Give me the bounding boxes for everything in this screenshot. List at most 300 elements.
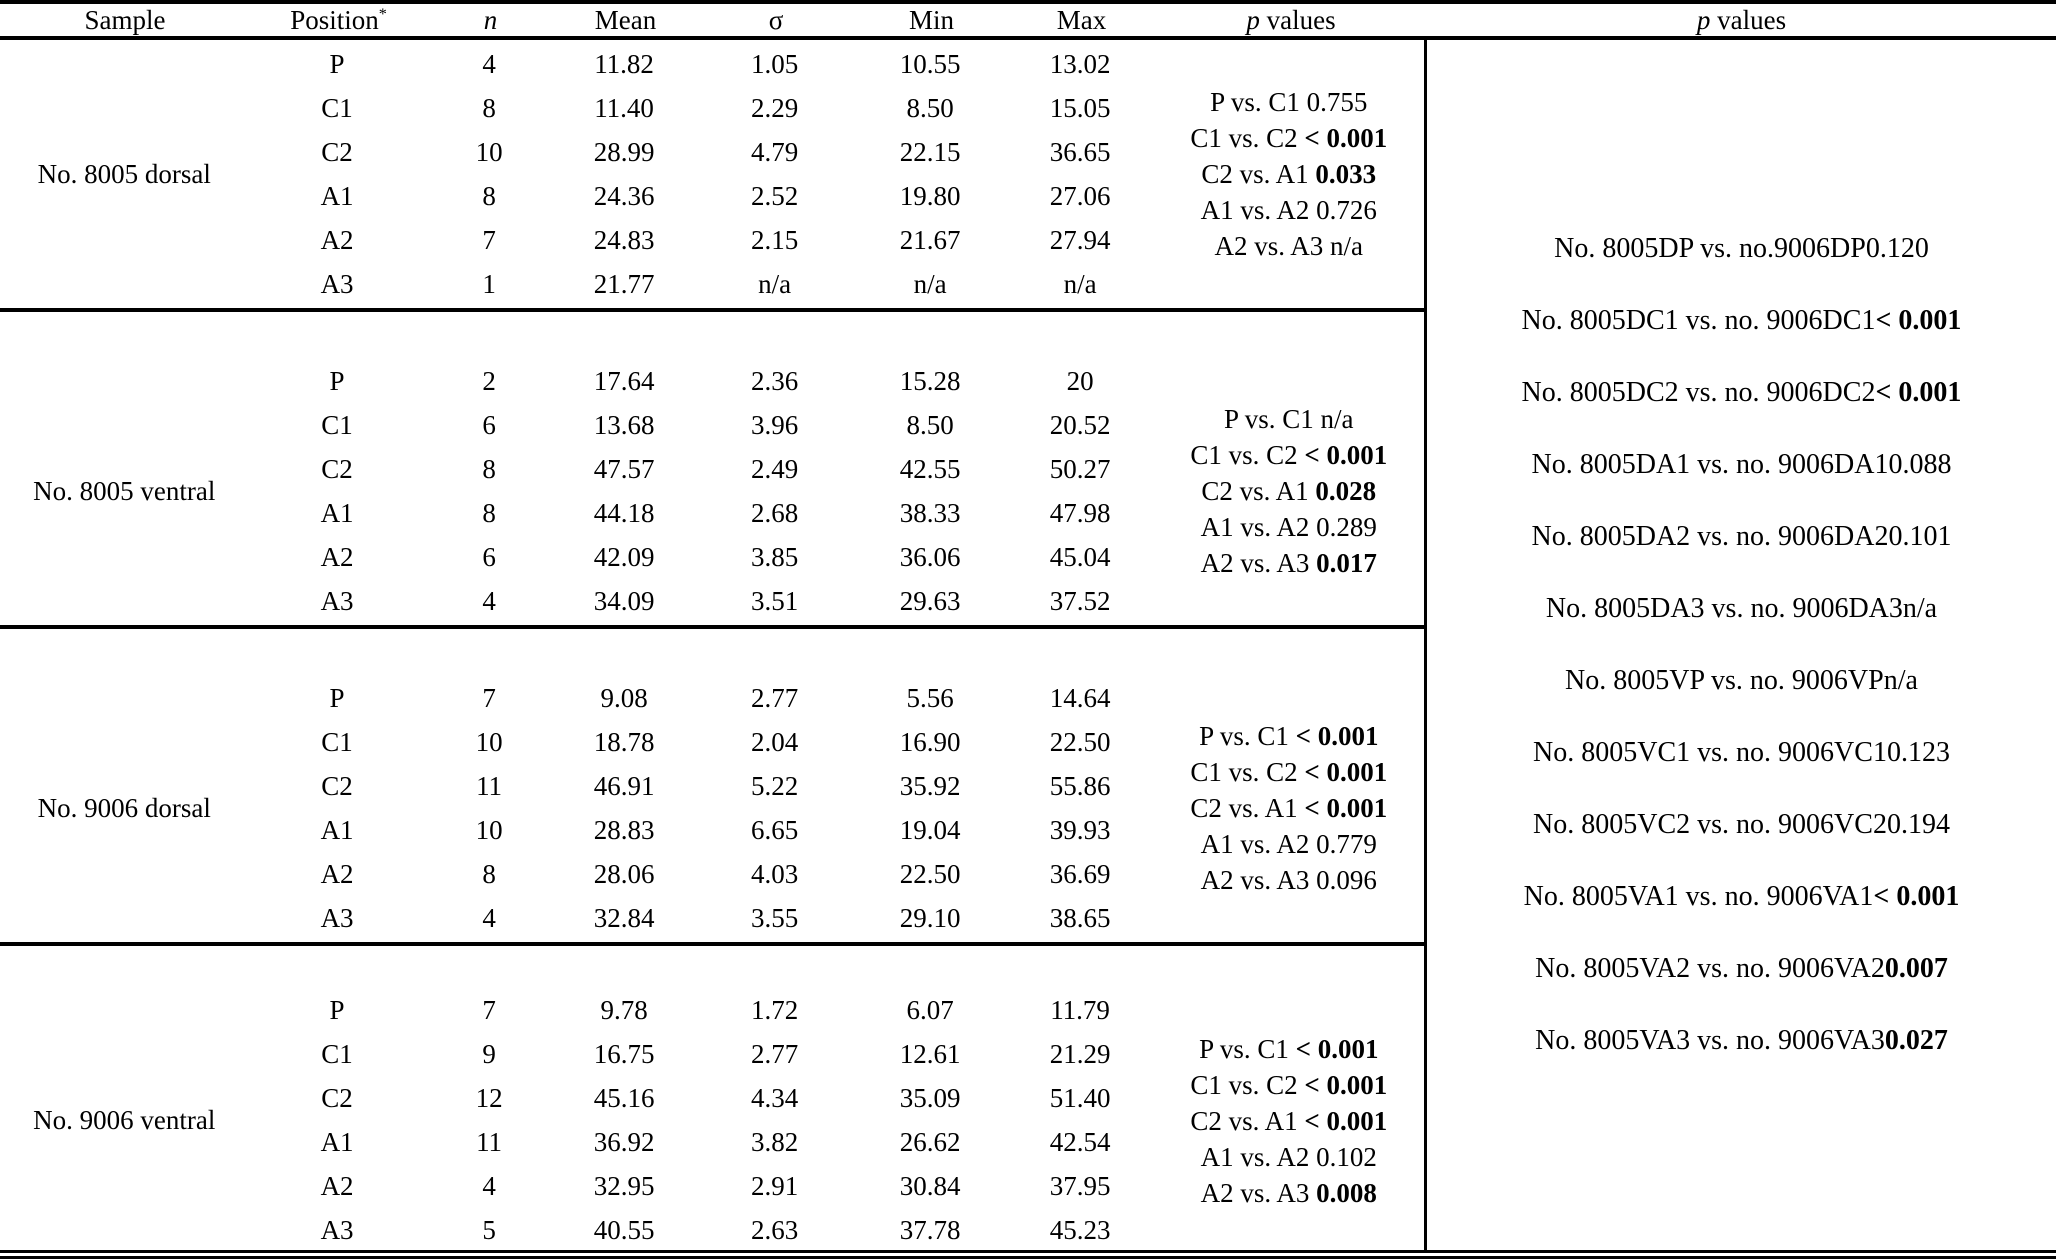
p-value-label: No. 8005DA1 vs. no. 9006DA1 xyxy=(1531,449,1889,480)
sigma-cell: 3.96 xyxy=(750,409,799,440)
pos-cell: A2 xyxy=(320,858,354,889)
n-cell: 6 xyxy=(482,541,496,572)
min-cell: 6.07 xyxy=(906,995,954,1025)
p-value-number: 0.123 xyxy=(1886,737,1950,768)
pos-cell: A2 xyxy=(320,1171,354,1201)
col-header-min: Min xyxy=(908,4,954,35)
min-cell: 16.90 xyxy=(899,726,961,757)
sigma-cell: 4.03 xyxy=(750,858,799,889)
min-cell: n/a xyxy=(913,268,947,299)
table-row xyxy=(249,720,1154,764)
table-row xyxy=(249,1033,1154,1077)
max-cell: 39.93 xyxy=(1049,814,1111,845)
p-value-label: C1 vs. C2 xyxy=(1190,1069,1298,1100)
p-value-number: 0.726 xyxy=(1316,195,1377,225)
p-value-number: < 0.001 xyxy=(1304,440,1388,470)
mean-cell: 11.82 xyxy=(594,48,654,79)
p-value-label: C1 vs. C2 xyxy=(1190,757,1298,787)
min-cell: 38.33 xyxy=(899,497,961,528)
p-symbol: p xyxy=(1246,4,1260,35)
min-cell: 36.06 xyxy=(899,541,961,572)
table-row xyxy=(249,130,1154,174)
between-sample-p-value-line xyxy=(1532,501,1952,573)
p-value-line xyxy=(1201,1175,1377,1211)
table-row xyxy=(249,262,1154,306)
position-footnote-asterisk: * xyxy=(378,4,387,23)
max-cell: 27.06 xyxy=(1049,180,1111,211)
p-value-label: C1 vs. C2 xyxy=(1190,440,1298,470)
sigma-cell: 5.22 xyxy=(750,770,799,801)
sigma-cell: 2.77 xyxy=(750,1039,799,1069)
n-cell: 10 xyxy=(475,814,503,845)
between-sample-p-value-line xyxy=(1522,357,1962,429)
p-value-number: 0.120 xyxy=(1865,233,1929,264)
p-value-number: 0.096 xyxy=(1316,865,1377,895)
pos-cell: C2 xyxy=(321,136,353,167)
n-cell: 2 xyxy=(482,365,496,396)
sigma-cell: 2.52 xyxy=(750,180,799,211)
sigma-cell: 1.72 xyxy=(750,995,799,1025)
sigma-cell: 3.51 xyxy=(750,585,799,616)
pos-cell: A2 xyxy=(320,541,354,572)
sigma-cell: 2.68 xyxy=(750,497,799,528)
p-value-line xyxy=(1199,1031,1378,1067)
sigma-cell: 2.29 xyxy=(750,92,799,123)
table-row xyxy=(249,535,1154,579)
p-value-number: < 0.001 xyxy=(1873,881,1960,912)
p-values-word: values xyxy=(1710,4,1787,35)
p-values-word: values xyxy=(1259,4,1336,35)
mean-cell: 18.78 xyxy=(593,726,655,757)
table-row xyxy=(249,1165,1154,1209)
max-cell: 14.64 xyxy=(1049,682,1111,713)
table-row xyxy=(249,491,1154,535)
table-row xyxy=(249,764,1154,808)
between-sample-p-value-line xyxy=(1554,213,1929,285)
n-cell: 11 xyxy=(476,770,503,801)
max-cell: 21.29 xyxy=(1049,1039,1111,1069)
p-value-line xyxy=(1190,437,1387,473)
n-cell: 4 xyxy=(482,902,496,933)
p-value-line xyxy=(1190,120,1387,156)
max-cell: 36.65 xyxy=(1049,136,1111,167)
sigma-cell: 2.36 xyxy=(750,365,799,396)
p-value-number: 0.007 xyxy=(1884,953,1948,984)
max-cell: 45.04 xyxy=(1049,541,1111,572)
mean-cell: 17.64 xyxy=(593,365,655,396)
p-value-number: 0.779 xyxy=(1316,829,1377,859)
table-row xyxy=(249,676,1154,720)
n-cell: 9 xyxy=(482,1039,496,1069)
p-value-line xyxy=(1190,754,1387,790)
p-value-label: A1 vs. A2 xyxy=(1200,829,1310,859)
table-header-row xyxy=(0,4,2056,40)
between-sample-p-value-line xyxy=(1533,789,1950,861)
p-value-line xyxy=(1201,826,1377,862)
p-value-line xyxy=(1210,84,1367,120)
n-cell: 8 xyxy=(482,92,496,123)
mean-cell: 40.55 xyxy=(593,1215,655,1245)
n-cell: 10 xyxy=(475,726,503,757)
p-value-label: C2 vs. A1 xyxy=(1190,793,1298,823)
pos-cell: A3 xyxy=(320,585,354,616)
table-body-left xyxy=(0,40,1427,1250)
table-row xyxy=(249,403,1154,447)
n-cell: 11 xyxy=(476,1127,503,1157)
data-rows xyxy=(249,42,1154,306)
col-header-n: n xyxy=(483,4,498,35)
min-cell: 35.92 xyxy=(899,770,961,801)
max-cell: 47.98 xyxy=(1049,497,1111,528)
p-value-line xyxy=(1201,156,1376,192)
col-header-pvalues-between xyxy=(1427,5,2056,36)
mean-cell: 9.78 xyxy=(600,995,648,1025)
mean-cell: 46.91 xyxy=(593,770,655,801)
mean-cell: 9.08 xyxy=(600,682,648,713)
n-cell: 10 xyxy=(475,136,503,167)
pos-cell: C2 xyxy=(321,453,353,484)
table-row xyxy=(249,42,1154,86)
table-row xyxy=(249,86,1154,130)
sigma-cell: n/a xyxy=(758,268,792,299)
table-row xyxy=(249,174,1154,218)
mean-cell: 32.84 xyxy=(593,902,655,933)
p-value-number: n/a xyxy=(1320,404,1354,434)
mean-cell: 42.09 xyxy=(593,541,655,572)
p-value-number: n/a xyxy=(1330,231,1364,261)
mean-cell: 21.77 xyxy=(593,268,655,299)
sigma-cell: 6.65 xyxy=(750,814,799,845)
within-sample-pvalues-cell xyxy=(1154,1031,1424,1211)
pos-cell: C1 xyxy=(321,409,353,440)
p-value-label: No. 8005VA1 vs. no. 9006VA1 xyxy=(1523,881,1874,912)
between-sample-p-value-line xyxy=(1535,933,1948,1005)
p-value-number: 0.033 xyxy=(1315,159,1377,189)
mean-cell: 45.16 xyxy=(593,1083,655,1113)
col-header-mean: Mean xyxy=(594,4,657,35)
pos-cell: A3 xyxy=(320,1215,354,1245)
mean-cell: 16.75 xyxy=(593,1039,655,1069)
p-value-number: < 0.001 xyxy=(1304,757,1388,787)
mean-cell: 44.18 xyxy=(593,497,655,528)
p-value-line xyxy=(1199,718,1378,754)
pos-cell: C1 xyxy=(321,1039,353,1069)
max-cell: 38.65 xyxy=(1049,902,1111,933)
min-cell: 26.62 xyxy=(899,1127,961,1157)
within-sample-pvalues-cell xyxy=(1154,84,1424,264)
table-row xyxy=(249,579,1154,623)
between-sample-p-value-line xyxy=(1565,645,1918,717)
n-cell: 6 xyxy=(482,409,496,440)
n-cell: 8 xyxy=(482,497,496,528)
n-cell: 7 xyxy=(482,995,496,1025)
p-value-line xyxy=(1190,790,1387,826)
p-value-number: 0.028 xyxy=(1315,476,1377,506)
pos-cell: P xyxy=(329,48,345,79)
min-cell: 35.09 xyxy=(899,1083,961,1113)
p-value-line xyxy=(1224,401,1354,437)
p-value-number: 0.194 xyxy=(1886,809,1950,840)
between-sample-p-value-line xyxy=(1546,573,1937,645)
sigma-cell: 2.49 xyxy=(750,453,799,484)
n-cell: 7 xyxy=(482,682,496,713)
max-cell: 15.05 xyxy=(1049,92,1111,123)
pos-cell: A1 xyxy=(320,180,354,211)
n-cell: 8 xyxy=(482,180,496,211)
p-value-line xyxy=(1190,1103,1387,1139)
col-header-pvalues-within xyxy=(1155,5,1427,36)
sigma-cell: 3.85 xyxy=(750,541,799,572)
p-value-label: No. 8005VP vs. no. 9006VP xyxy=(1565,665,1884,696)
mean-cell: 11.40 xyxy=(594,92,654,123)
min-cell: 22.15 xyxy=(899,136,961,167)
p-value-number: n/a xyxy=(1902,593,1938,624)
n-cell: 12 xyxy=(475,1083,503,1113)
p-value-label: No. 8005VA3 vs. no. 9006VA3 xyxy=(1535,1025,1885,1056)
p-value-line xyxy=(1201,473,1376,509)
table-row xyxy=(249,218,1154,262)
n-cell: 8 xyxy=(482,453,496,484)
p-value-number: < 0.001 xyxy=(1295,721,1379,751)
max-cell: 20.52 xyxy=(1049,409,1111,440)
p-value-number: 0.027 xyxy=(1884,1025,1948,1056)
sample-label: No. 8005 ventral xyxy=(33,475,216,506)
pos-cell: P xyxy=(329,682,345,713)
table-row xyxy=(249,852,1154,896)
col-header-max: Max xyxy=(1056,4,1107,35)
pos-cell: C2 xyxy=(321,770,353,801)
mean-cell: 28.83 xyxy=(593,814,655,845)
table-row xyxy=(249,1121,1154,1165)
between-sample-p-value-line xyxy=(1524,861,1960,933)
p-value-label: P vs. C1 xyxy=(1199,721,1289,751)
p-value-label: A1 vs. A2 xyxy=(1200,195,1310,225)
max-cell: 13.02 xyxy=(1049,48,1111,79)
table-row xyxy=(249,808,1154,852)
pos-cell: A1 xyxy=(320,814,354,845)
p-value-number: < 0.001 xyxy=(1304,1069,1388,1100)
min-cell: 12.61 xyxy=(899,1039,961,1069)
n-cell: 4 xyxy=(482,1171,496,1201)
col-header-sigma: σ xyxy=(768,4,784,35)
pos-cell: A1 xyxy=(320,497,354,528)
p-value-label: A1 vs. A2 xyxy=(1200,1141,1310,1172)
max-cell: 50.27 xyxy=(1049,453,1111,484)
pos-cell: C1 xyxy=(321,726,353,757)
max-cell: 45.23 xyxy=(1049,1215,1111,1245)
col-header-position xyxy=(250,5,427,36)
p-value-label: No. 8005DP vs. no.9006DP xyxy=(1554,233,1866,264)
table-body xyxy=(0,40,2056,1250)
min-cell: 42.55 xyxy=(899,453,961,484)
sigma-cell: 2.63 xyxy=(750,1215,799,1245)
pos-cell: C1 xyxy=(321,92,353,123)
within-sample-pvalues-cell xyxy=(1154,718,1424,898)
sample-label: No. 9006 dorsal xyxy=(37,792,211,823)
p-value-label: A2 vs. A3 xyxy=(1200,865,1310,895)
p-value-number: 0.755 xyxy=(1306,87,1368,117)
sigma-cell: 2.91 xyxy=(750,1171,799,1201)
sample-block xyxy=(0,312,1424,625)
p-value-label: No. 8005VC1 vs. no. 9006VC1 xyxy=(1533,737,1887,768)
p-value-number: < 0.001 xyxy=(1304,1105,1388,1136)
mean-cell: 13.68 xyxy=(593,409,655,440)
max-cell: 37.52 xyxy=(1049,585,1111,616)
pos-cell: A2 xyxy=(320,224,354,255)
p-symbol: p xyxy=(1696,4,1711,35)
min-cell: 8.50 xyxy=(906,92,954,123)
pos-cell: A3 xyxy=(320,902,354,933)
data-rows xyxy=(249,989,1154,1253)
p-value-line xyxy=(1201,1139,1377,1175)
p-value-line xyxy=(1190,1067,1387,1103)
sigma-cell: 2.77 xyxy=(750,682,799,713)
max-cell: 22.50 xyxy=(1049,726,1111,757)
p-value-label: No. 8005VA2 vs. no. 9006VA2 xyxy=(1535,953,1885,984)
n-cell: 8 xyxy=(482,858,496,889)
mean-cell: 36.92 xyxy=(593,1127,655,1157)
table-row xyxy=(249,359,1154,403)
pos-cell: A1 xyxy=(320,1127,354,1157)
p-value-label: P vs. C1 xyxy=(1224,404,1314,434)
p-value-line xyxy=(1215,228,1364,264)
min-cell: 37.78 xyxy=(899,1215,961,1245)
p-value-number: 0.008 xyxy=(1316,1177,1377,1208)
min-cell: 5.56 xyxy=(906,682,954,713)
p-value-label: A2 vs. A3 xyxy=(1200,548,1310,578)
p-value-number: < 0.001 xyxy=(1295,1033,1379,1064)
p-value-line xyxy=(1201,862,1377,898)
sample-block xyxy=(0,40,1424,308)
p-value-number: 0.289 xyxy=(1316,512,1377,542)
max-cell: 11.79 xyxy=(1050,995,1110,1025)
mean-cell: 47.57 xyxy=(593,453,655,484)
p-value-number: n/a xyxy=(1883,665,1918,696)
data-rows xyxy=(249,359,1154,623)
p-value-number: 0.088 xyxy=(1888,449,1952,480)
p-value-number: < 0.001 xyxy=(1875,377,1962,408)
table-row xyxy=(249,1077,1154,1121)
between-sample-pvalues-column xyxy=(1427,40,2056,1250)
mean-cell: 24.83 xyxy=(593,224,655,255)
p-value-label: A2 vs. A3 xyxy=(1200,1177,1310,1208)
mean-cell: 24.36 xyxy=(593,180,655,211)
between-sample-p-value-line xyxy=(1532,429,1952,501)
min-cell: 29.63 xyxy=(899,585,961,616)
n-cell: 4 xyxy=(482,48,496,79)
sample-block xyxy=(0,629,1424,942)
p-value-line xyxy=(1201,509,1377,545)
n-cell: 1 xyxy=(482,268,496,299)
max-cell: 42.54 xyxy=(1049,1127,1111,1157)
min-cell: 15.28 xyxy=(899,365,961,396)
p-value-label: No. 8005DC1 vs. no. 9006DC1 xyxy=(1521,305,1876,336)
sigma-cell: 3.82 xyxy=(750,1127,799,1157)
pos-cell: C2 xyxy=(321,1083,353,1113)
table-row xyxy=(249,989,1154,1033)
pos-cell: P xyxy=(329,995,345,1025)
within-sample-pvalues-cell xyxy=(1154,401,1424,581)
sigma-cell: 3.55 xyxy=(750,902,799,933)
min-cell: 10.55 xyxy=(899,48,961,79)
p-value-number: 0.017 xyxy=(1316,548,1377,578)
p-value-label: C2 vs. A1 xyxy=(1190,1105,1298,1136)
p-value-number: 0.101 xyxy=(1888,521,1952,552)
p-value-label: No. 8005DC2 vs. no. 9006DC2 xyxy=(1521,377,1876,408)
p-value-number: < 0.001 xyxy=(1304,793,1388,823)
table-row xyxy=(249,447,1154,491)
min-cell: 8.50 xyxy=(906,409,954,440)
between-sample-p-value-line xyxy=(1535,1005,1948,1077)
p-value-label: No. 8005DA2 vs. no. 9006DA2 xyxy=(1531,521,1889,552)
between-sample-p-value-line xyxy=(1522,285,1962,357)
n-cell: 4 xyxy=(482,585,496,616)
max-cell: 55.86 xyxy=(1049,770,1111,801)
max-cell: 36.69 xyxy=(1049,858,1111,889)
p-value-label: P vs. C1 xyxy=(1210,87,1300,117)
min-cell: 29.10 xyxy=(899,902,961,933)
p-value-number: < 0.001 xyxy=(1304,123,1388,153)
sample-label: No. 8005 dorsal xyxy=(37,158,211,189)
max-cell: 51.40 xyxy=(1049,1083,1111,1113)
max-cell: 37.95 xyxy=(1049,1171,1111,1201)
table-row xyxy=(249,1209,1154,1253)
p-value-number: < 0.001 xyxy=(1875,305,1962,336)
sigma-cell: 2.04 xyxy=(750,726,799,757)
p-value-label: C2 vs. A1 xyxy=(1201,159,1309,189)
table-bottom-double-rule xyxy=(0,1250,2056,1259)
min-cell: 19.04 xyxy=(899,814,961,845)
mean-cell: 34.09 xyxy=(593,585,655,616)
sigma-cell: 4.34 xyxy=(750,1083,799,1113)
p-value-label: C2 vs. A1 xyxy=(1201,476,1309,506)
between-sample-p-value-line xyxy=(1533,717,1950,789)
p-value-label: A1 vs. A2 xyxy=(1200,512,1310,542)
p-value-line xyxy=(1201,545,1377,581)
p-value-label: A2 vs. A3 xyxy=(1214,231,1324,261)
sample-label: No. 9006 ventral xyxy=(33,1105,216,1135)
sigma-cell: 2.15 xyxy=(750,224,799,255)
pos-cell: P xyxy=(329,365,345,396)
p-value-line xyxy=(1201,192,1377,228)
mean-cell: 32.95 xyxy=(593,1171,655,1201)
max-cell: 27.94 xyxy=(1049,224,1111,255)
table-row xyxy=(249,896,1154,940)
mean-cell: 28.06 xyxy=(593,858,655,889)
pos-cell: A3 xyxy=(320,268,354,299)
n-cell: 5 xyxy=(482,1215,496,1245)
col-header-position-text: Position xyxy=(290,4,379,35)
min-cell: 21.67 xyxy=(899,224,961,255)
n-cell: 7 xyxy=(482,224,496,255)
p-value-number: 0.102 xyxy=(1316,1141,1377,1172)
max-cell: 20 xyxy=(1066,365,1094,396)
max-cell: n/a xyxy=(1063,268,1097,299)
sigma-cell: 1.05 xyxy=(750,48,799,79)
sample-block xyxy=(0,946,1424,1250)
min-cell: 22.50 xyxy=(899,858,961,889)
min-cell: 30.84 xyxy=(899,1171,961,1201)
p-value-label: C1 vs. C2 xyxy=(1190,123,1298,153)
data-rows xyxy=(249,676,1154,940)
mean-cell: 28.99 xyxy=(593,136,655,167)
col-header-sample: Sample xyxy=(84,4,166,35)
min-cell: 19.80 xyxy=(899,180,961,211)
p-value-label: No. 8005DA3 vs. no. 9006DA3 xyxy=(1545,593,1903,624)
p-value-label: P vs. C1 xyxy=(1199,1033,1289,1064)
p-value-label: No. 8005VC2 vs. no. 9006VC2 xyxy=(1533,809,1887,840)
sigma-cell: 4.79 xyxy=(750,136,799,167)
